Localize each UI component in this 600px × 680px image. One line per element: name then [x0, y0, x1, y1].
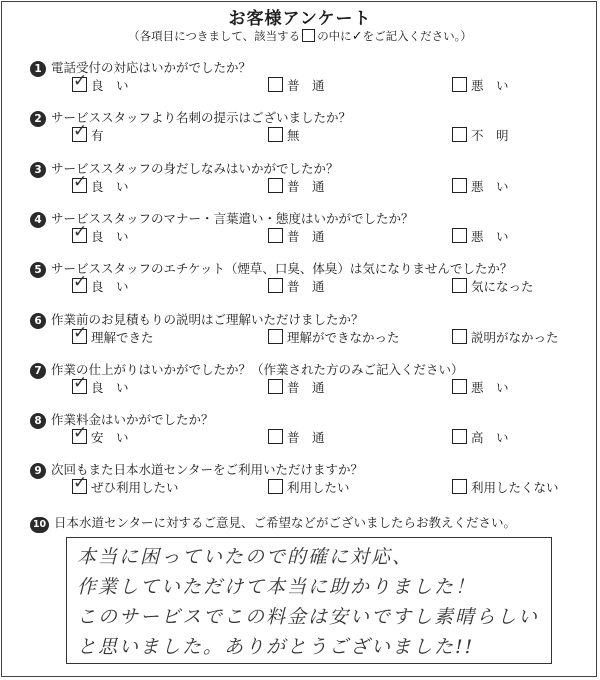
- option-label: 良 い: [91, 229, 129, 244]
- option-label: 利用したくない: [471, 480, 559, 495]
- answer-option[interactable]: [72, 329, 154, 347]
- question-text: サービススタッフのエチケット（煙草、口臭、体臭）は気になりませんでしたか？: [51, 261, 513, 276]
- checkbox[interactable]: [268, 77, 283, 92]
- check-mark-icon: ✓: [351, 29, 363, 44]
- option-label: 説明がなかった: [471, 330, 559, 345]
- answer-option[interactable]: [452, 228, 509, 246]
- answer-option[interactable]: [268, 329, 400, 347]
- checkbox[interactable]: [268, 278, 283, 293]
- question-5: [30, 259, 512, 278]
- answer-option[interactable]: [268, 429, 325, 447]
- checkbox[interactable]: [452, 379, 467, 394]
- checked-checkbox[interactable]: [72, 228, 87, 243]
- answer-option[interactable]: [72, 127, 104, 145]
- checkbox[interactable]: [452, 77, 467, 92]
- option-label: 悪 い: [471, 179, 509, 194]
- answer-option[interactable]: [452, 479, 559, 497]
- option-label: 良 い: [91, 380, 129, 395]
- answer-option[interactable]: [72, 77, 129, 95]
- checkbox[interactable]: [452, 278, 467, 293]
- instruction-middle: の中に: [317, 29, 352, 43]
- option-label: 普 通: [287, 179, 325, 194]
- instruction-before: （各項目につきまして、該当する: [128, 29, 301, 43]
- checkbox[interactable]: [452, 329, 467, 344]
- option-label: 普 通: [287, 279, 325, 294]
- question-number-badge: 1: [30, 61, 46, 77]
- option-label: 悪 い: [471, 78, 509, 93]
- option-label: 普 通: [287, 380, 325, 395]
- checked-checkbox[interactable]: [72, 278, 87, 293]
- question-number-badge: 3: [30, 162, 46, 178]
- checked-checkbox[interactable]: [72, 329, 87, 344]
- question-number-badge: 9: [30, 463, 46, 479]
- question-number-badge: 8: [30, 413, 46, 429]
- answer-option[interactable]: [452, 429, 509, 447]
- option-label: 良 い: [91, 179, 129, 194]
- option-label: 有: [91, 128, 104, 143]
- option-label: 悪 い: [471, 380, 509, 395]
- question-number-badge: 6: [30, 313, 46, 329]
- comment-line: このサービスでこの料金は安いですし素晴らしい: [77, 606, 540, 628]
- option-label: 不 明: [471, 128, 509, 143]
- page-title: お客様アンケート: [228, 9, 372, 29]
- question-text: サービススタッフの身だしなみはいかがでしたか？: [51, 161, 339, 176]
- question-7: [30, 360, 464, 379]
- answer-option[interactable]: [268, 127, 300, 145]
- question-text: 日本水道センターに対するご意見、ご希望などがございましたらお教えください。: [54, 515, 517, 530]
- question-text: 作業料金はいかがでしたか？: [51, 412, 214, 427]
- question-8: [30, 410, 214, 429]
- question-4: [30, 209, 414, 228]
- checkbox[interactable]: [268, 127, 283, 142]
- checkbox[interactable]: [452, 178, 467, 193]
- answer-option[interactable]: [452, 127, 509, 145]
- option-label: 気になった: [471, 279, 534, 294]
- comment-field[interactable]: [66, 537, 552, 664]
- answer-option[interactable]: [452, 379, 509, 397]
- answer-option[interactable]: [452, 77, 509, 95]
- answer-option[interactable]: [268, 77, 325, 95]
- checkbox[interactable]: [268, 228, 283, 243]
- checkbox[interactable]: [268, 379, 283, 394]
- option-label: 高 い: [471, 430, 509, 445]
- checkbox[interactable]: [452, 479, 467, 494]
- checked-checkbox[interactable]: [72, 77, 87, 92]
- question-1: [30, 58, 251, 77]
- question-number-badge: 5: [30, 262, 46, 278]
- option-label: ぜひ利用したい: [91, 480, 179, 495]
- option-label: 無: [287, 128, 300, 143]
- comment-line: 作業していただけて本当に助かりました！: [77, 576, 477, 598]
- instruction-after: をご記入ください。）: [362, 29, 472, 43]
- instruction-line: [0, 28, 600, 44]
- answer-option[interactable]: [72, 379, 129, 397]
- answer-option[interactable]: [268, 278, 325, 296]
- answer-option[interactable]: [72, 228, 129, 246]
- option-label: 利用したい: [287, 480, 350, 495]
- option-label: 普 通: [287, 78, 325, 93]
- comment-line: と思いました。ありがとうございました!!: [77, 636, 475, 658]
- answer-option[interactable]: [268, 228, 325, 246]
- question-number-badge: 4: [30, 212, 46, 228]
- question-text: 作業の仕上がりはいかがでしたか？（作業された方のみご記入ください）: [51, 362, 464, 377]
- answer-option[interactable]: [72, 479, 179, 497]
- answer-option[interactable]: [452, 278, 534, 296]
- answer-option[interactable]: [268, 379, 325, 397]
- option-label: 普 通: [287, 229, 325, 244]
- option-label: 安 い: [91, 430, 129, 445]
- question-10: [30, 513, 516, 533]
- option-label: 理解できた: [91, 330, 154, 345]
- checkbox[interactable]: [268, 479, 283, 494]
- option-label: 理解ができなかった: [287, 330, 400, 345]
- option-label: 良 い: [91, 279, 129, 294]
- question-number-badge: 2: [30, 111, 46, 127]
- checked-checkbox[interactable]: [72, 379, 87, 394]
- answer-option[interactable]: [72, 429, 129, 447]
- question-text: 次回もまた日本水道センターをご利用いただけますか？: [51, 462, 364, 477]
- answer-option[interactable]: [72, 178, 129, 196]
- checkbox-sample-icon: [302, 29, 315, 42]
- answer-option[interactable]: [268, 479, 350, 497]
- answer-option[interactable]: [268, 178, 325, 196]
- question-number-badge: 7: [30, 363, 46, 379]
- comment-line: 本当に困っていたので的確に対応、: [77, 546, 414, 568]
- question-text: サービススタッフより名刺の提示はございましたか？: [51, 110, 352, 125]
- answer-option[interactable]: [452, 329, 559, 347]
- checked-checkbox[interactable]: [72, 429, 87, 444]
- checked-checkbox[interactable]: [72, 127, 87, 142]
- answer-option[interactable]: [72, 278, 129, 296]
- checkbox[interactable]: [268, 429, 283, 444]
- checked-checkbox[interactable]: [72, 178, 87, 193]
- question-number-badge: 10: [30, 517, 49, 533]
- checkbox[interactable]: [268, 178, 283, 193]
- checkbox[interactable]: [268, 329, 283, 344]
- checked-checkbox[interactable]: [72, 479, 87, 494]
- question-text: 作業前のお見積もりの説明はご理解いただけましたか？: [51, 312, 364, 327]
- option-label: 普 通: [287, 430, 325, 445]
- checkbox[interactable]: [452, 228, 467, 243]
- question-text: サービススタッフのマナー・言葉遣い・態度はいかがでしたか？: [51, 211, 414, 226]
- option-label: 悪 い: [471, 229, 509, 244]
- checkbox[interactable]: [452, 127, 467, 142]
- question-text: 電話受付の対応はいかがでしたか？: [51, 60, 252, 75]
- option-label: 良 い: [91, 78, 129, 93]
- answer-option[interactable]: [452, 178, 509, 196]
- checkbox[interactable]: [452, 429, 467, 444]
